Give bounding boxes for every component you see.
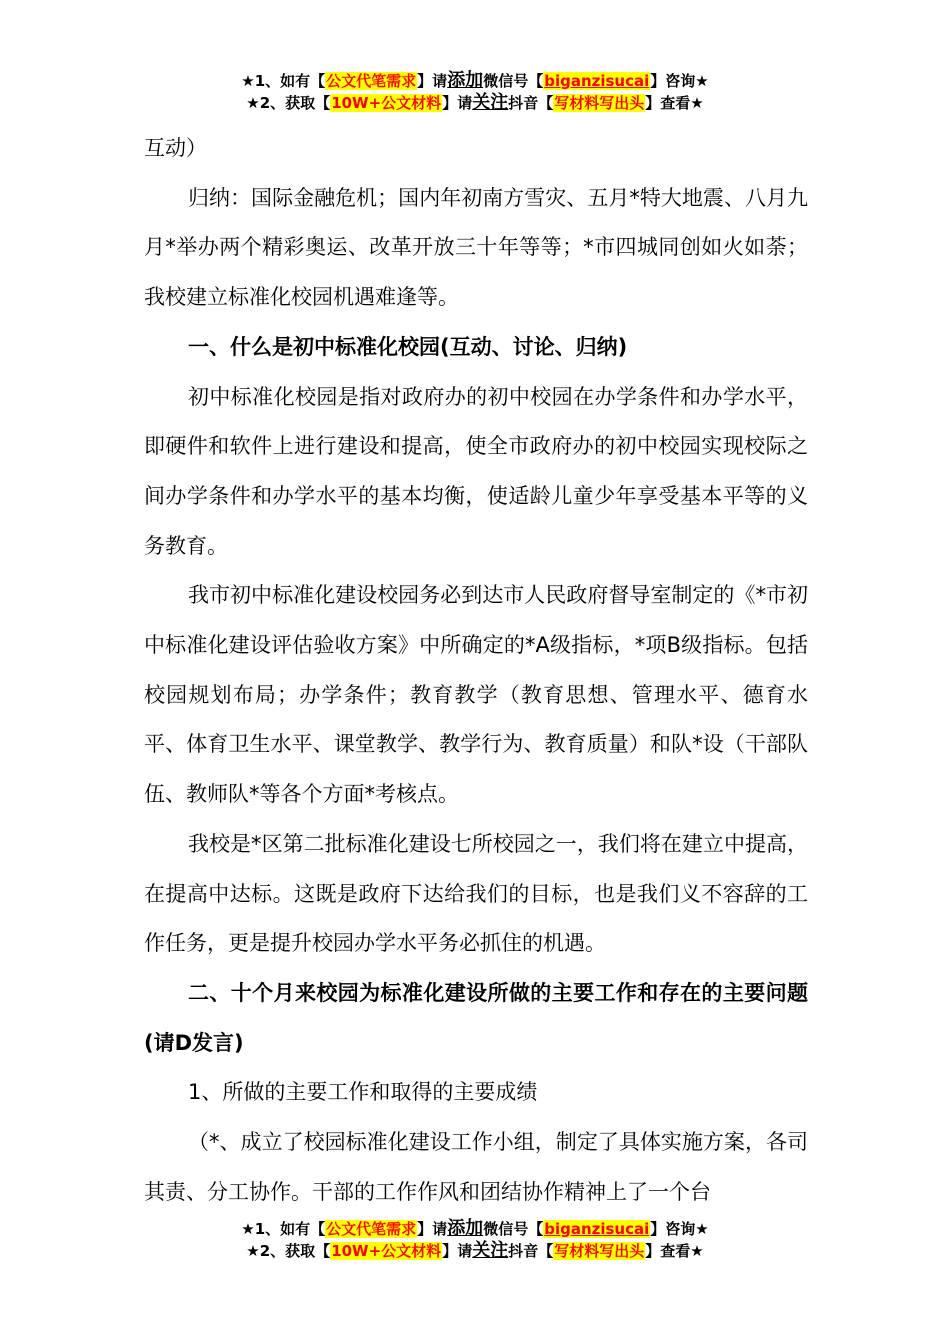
- paragraph: 互动）: [144, 136, 207, 160]
- highlight-wechat-id: biganzisucai: [544, 1220, 650, 1238]
- banner-text: ★2、获取【: [246, 1242, 331, 1260]
- banner-text: 微信号【: [483, 1220, 544, 1238]
- banner-text: 】咨询★: [650, 1220, 709, 1238]
- banner-text: 】请: [442, 1242, 473, 1260]
- banner-text: 微信号【: [483, 72, 544, 90]
- highlight-service: 公文代笔需求: [326, 1220, 417, 1238]
- banner-line-2: [0, 92, 950, 114]
- paragraph: 归纳：国际金融危机；国内年初南方雪灾、五月*特大地震、八月九月*举办两个精彩奥运、改革开放三十年等等；*市四城同创如火如荼；我校建立标准化校园机遇难逢等。: [144, 185, 808, 310]
- footer-banner: [0, 1218, 950, 1262]
- banner-text: 抖音【: [508, 1242, 554, 1260]
- banner-text: 抖音【: [508, 94, 554, 112]
- highlight-douyin: 写材料写出头: [554, 1242, 645, 1260]
- paragraph: （*、成立了校园标准化建设工作小组，制定了具体实施方案，各司其责、分工协作。干部的工作作风和团结协作精神上了一个台: [144, 1130, 808, 1204]
- banner-emphasis: 关注: [472, 1240, 509, 1261]
- banner-text: 】请: [442, 94, 473, 112]
- document-body: [144, 124, 808, 1217]
- banner-emphasis: 关注: [472, 92, 509, 113]
- section-heading: 二、十个月来校园为标准化建设所做的主要工作和存在的主要问题(请D发言): [144, 980, 808, 1055]
- paragraph: 初中标准化校园是指对政府办的初中校园在办学条件和办学水平，即硬件和软件上进行建设和提高，使全市政府办的初中校园实现校际之间办学条件和办学水平的基本均衡，使适龄儿童少年享受基本平等的义务教育。: [144, 384, 808, 558]
- subsection-heading: 1、所做的主要工作和取得的主要成绩: [188, 1080, 538, 1105]
- banner-line-1: [0, 1218, 950, 1240]
- banner-emphasis: 添加: [447, 70, 484, 91]
- paragraph: 我校是*区第二批标准化建设七所校园之一，我们将在建立中提高，在提高中达标。这既是政府下达给我们的目标，也是我们义不容辞的工作任务，更是提升校园办学水平务必抓住的机遇。: [144, 831, 808, 956]
- paragraph: 我市初中标准化建设校园务必到达市人民政府督导室制定的《*市初中标准化建设评估验收方案》中所确定的*A级指标，*项B级指标。包括校园规划布局；办学条件；教育教学（教育思想、管理水平、德育水平、体育卫生水平、课堂教学、教学行为、教育质量）和队*设（干部队伍、教师队*等各个方面*考核点。: [144, 583, 808, 807]
- banner-emphasis: 添加: [447, 1218, 484, 1239]
- banner-text: ★2、获取【: [246, 94, 331, 112]
- banner-line-2: [0, 1240, 950, 1262]
- banner-text: 】咨询★: [650, 72, 709, 90]
- banner-text: 】请: [417, 72, 448, 90]
- header-banner: [0, 70, 950, 114]
- highlight-wechat-id: biganzisucai: [544, 72, 650, 90]
- highlight-materials: 10W+公文材料: [331, 1242, 442, 1260]
- banner-text: ★1、如有【: [241, 1220, 326, 1238]
- banner-text: 】请: [417, 1220, 448, 1238]
- section-heading: 一、什么是初中标准化校园(互动、讨论、归纳): [188, 334, 628, 359]
- highlight-douyin: 写材料写出头: [554, 94, 645, 112]
- banner-text: 】查看★: [645, 94, 704, 112]
- banner-text: 】查看★: [645, 1242, 704, 1260]
- banner-line-1: [0, 70, 950, 92]
- highlight-materials: 10W+公文材料: [331, 94, 442, 112]
- highlight-service: 公文代笔需求: [326, 72, 417, 90]
- banner-text: ★1、如有【: [241, 72, 326, 90]
